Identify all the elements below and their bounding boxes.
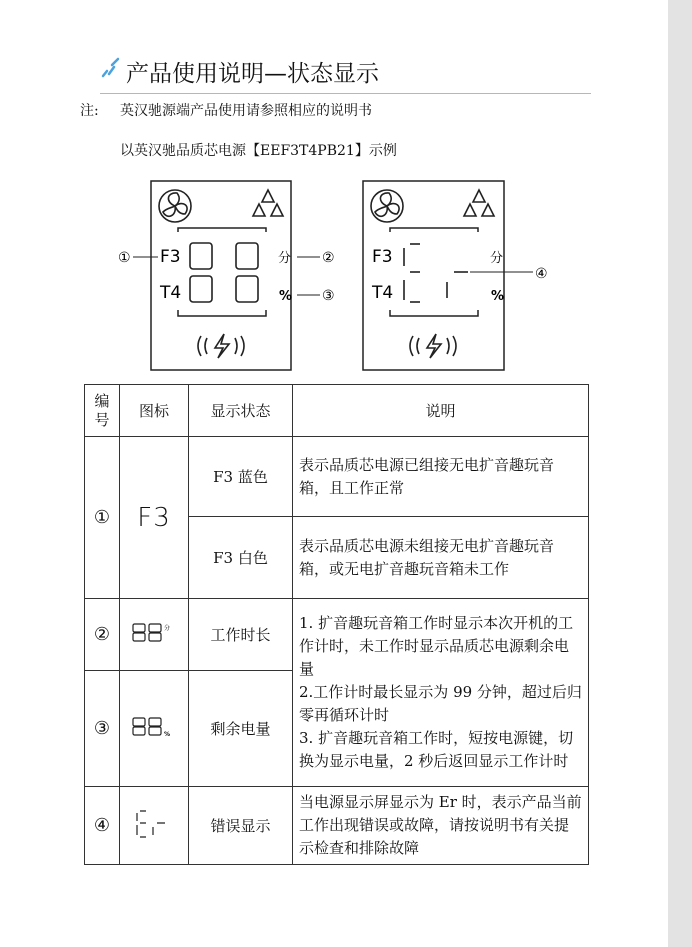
status-cell: 工作时长 — [189, 599, 293, 671]
title-divider — [100, 93, 591, 94]
display-diagram — [0, 170, 692, 380]
error-segments — [404, 244, 468, 302]
example-caption: 以英汉驰品质芯电源【EEF3T4PB21】示例 — [120, 143, 397, 159]
row-number: ③ — [85, 671, 120, 787]
row-number: ② — [85, 599, 120, 671]
callout-4: ④ — [535, 266, 548, 282]
col-header-icon: 图标 — [120, 385, 189, 437]
page-title: 产品使用说明—状态显示 — [126, 61, 379, 87]
digit-segments — [190, 243, 258, 302]
battery-digits-icon — [120, 671, 189, 787]
svg-text:%: % — [491, 289, 505, 304]
f3-icon: F3 — [120, 437, 189, 599]
status-cell: 错误显示 — [189, 787, 293, 865]
time-digits-icon — [120, 599, 189, 671]
callout-3: ③ — [322, 288, 335, 304]
page-edge-strip — [668, 0, 692, 947]
fan-icon-right — [371, 190, 403, 222]
triangle-cluster-icon-right — [464, 190, 494, 216]
status-cell: F3 蓝色 — [189, 437, 293, 517]
t4-label: T4 — [160, 283, 182, 303]
minute-label: 分 — [278, 251, 292, 266]
table-row — [85, 437, 589, 517]
svg-text:%: % — [164, 730, 171, 738]
f3-label: F3 — [160, 247, 181, 267]
desc-cell: 表示品质芯电源未组接无电扩音趣玩音箱，或无电扩音趣玩音箱未工作 — [293, 517, 589, 599]
status-cell: F3 白色 — [189, 517, 293, 599]
svg-text:T4: T4 — [372, 283, 394, 303]
status-cell: 剩余电量 — [189, 671, 293, 787]
percent-label: % — [279, 289, 293, 304]
desc-cell: 当电源显示屏显示为 Er 时，表示产品当前工作出现错误或故障，请按说明书有关提示检查和排除故障 — [293, 787, 589, 865]
desc-cell: 表示品质芯电源已组接无电扩音趣玩音箱，且工作正常 — [293, 437, 589, 517]
top-bracket — [178, 228, 266, 232]
svg-text:分: 分 — [164, 624, 171, 632]
desc-cell: 1. 扩音趣玩音箱工作时显示本次开机的工作计时，未工作时显示品质芯电源剩余电量 2.工作计时最长显示为 99 分钟，超过后归零再循环计时 3. 扩音趣玩音箱工作时，短按电源键，切换为显示电量，2 秒后返回显示工作计时 — [293, 599, 589, 787]
error-digits-icon — [120, 787, 189, 865]
sparkle-icon — [100, 56, 124, 80]
row-number: ① — [85, 437, 120, 599]
row-number: ④ — [85, 787, 120, 865]
col-header-status: 显示状态 — [189, 385, 293, 437]
note-label: 注: — [80, 103, 99, 119]
col-header-number: 编 号 — [85, 385, 120, 437]
bottom-bracket — [178, 310, 266, 316]
table-row — [85, 599, 589, 671]
callout-2: ② — [322, 250, 335, 266]
triangle-cluster-icon — [253, 190, 283, 216]
svg-text:分: 分 — [490, 251, 504, 266]
wireless-charge-icon-right — [410, 334, 456, 358]
wireless-charge-icon — [198, 334, 244, 358]
note-text: 英汉驰源端产品使用请参照相应的说明书 — [120, 103, 372, 119]
callout-1: ① — [118, 250, 131, 266]
status-table — [84, 384, 589, 865]
fan-icon — [159, 190, 191, 222]
table-row — [85, 787, 589, 865]
col-header-desc: 说明 — [293, 385, 589, 437]
svg-text:F3: F3 — [372, 247, 393, 267]
